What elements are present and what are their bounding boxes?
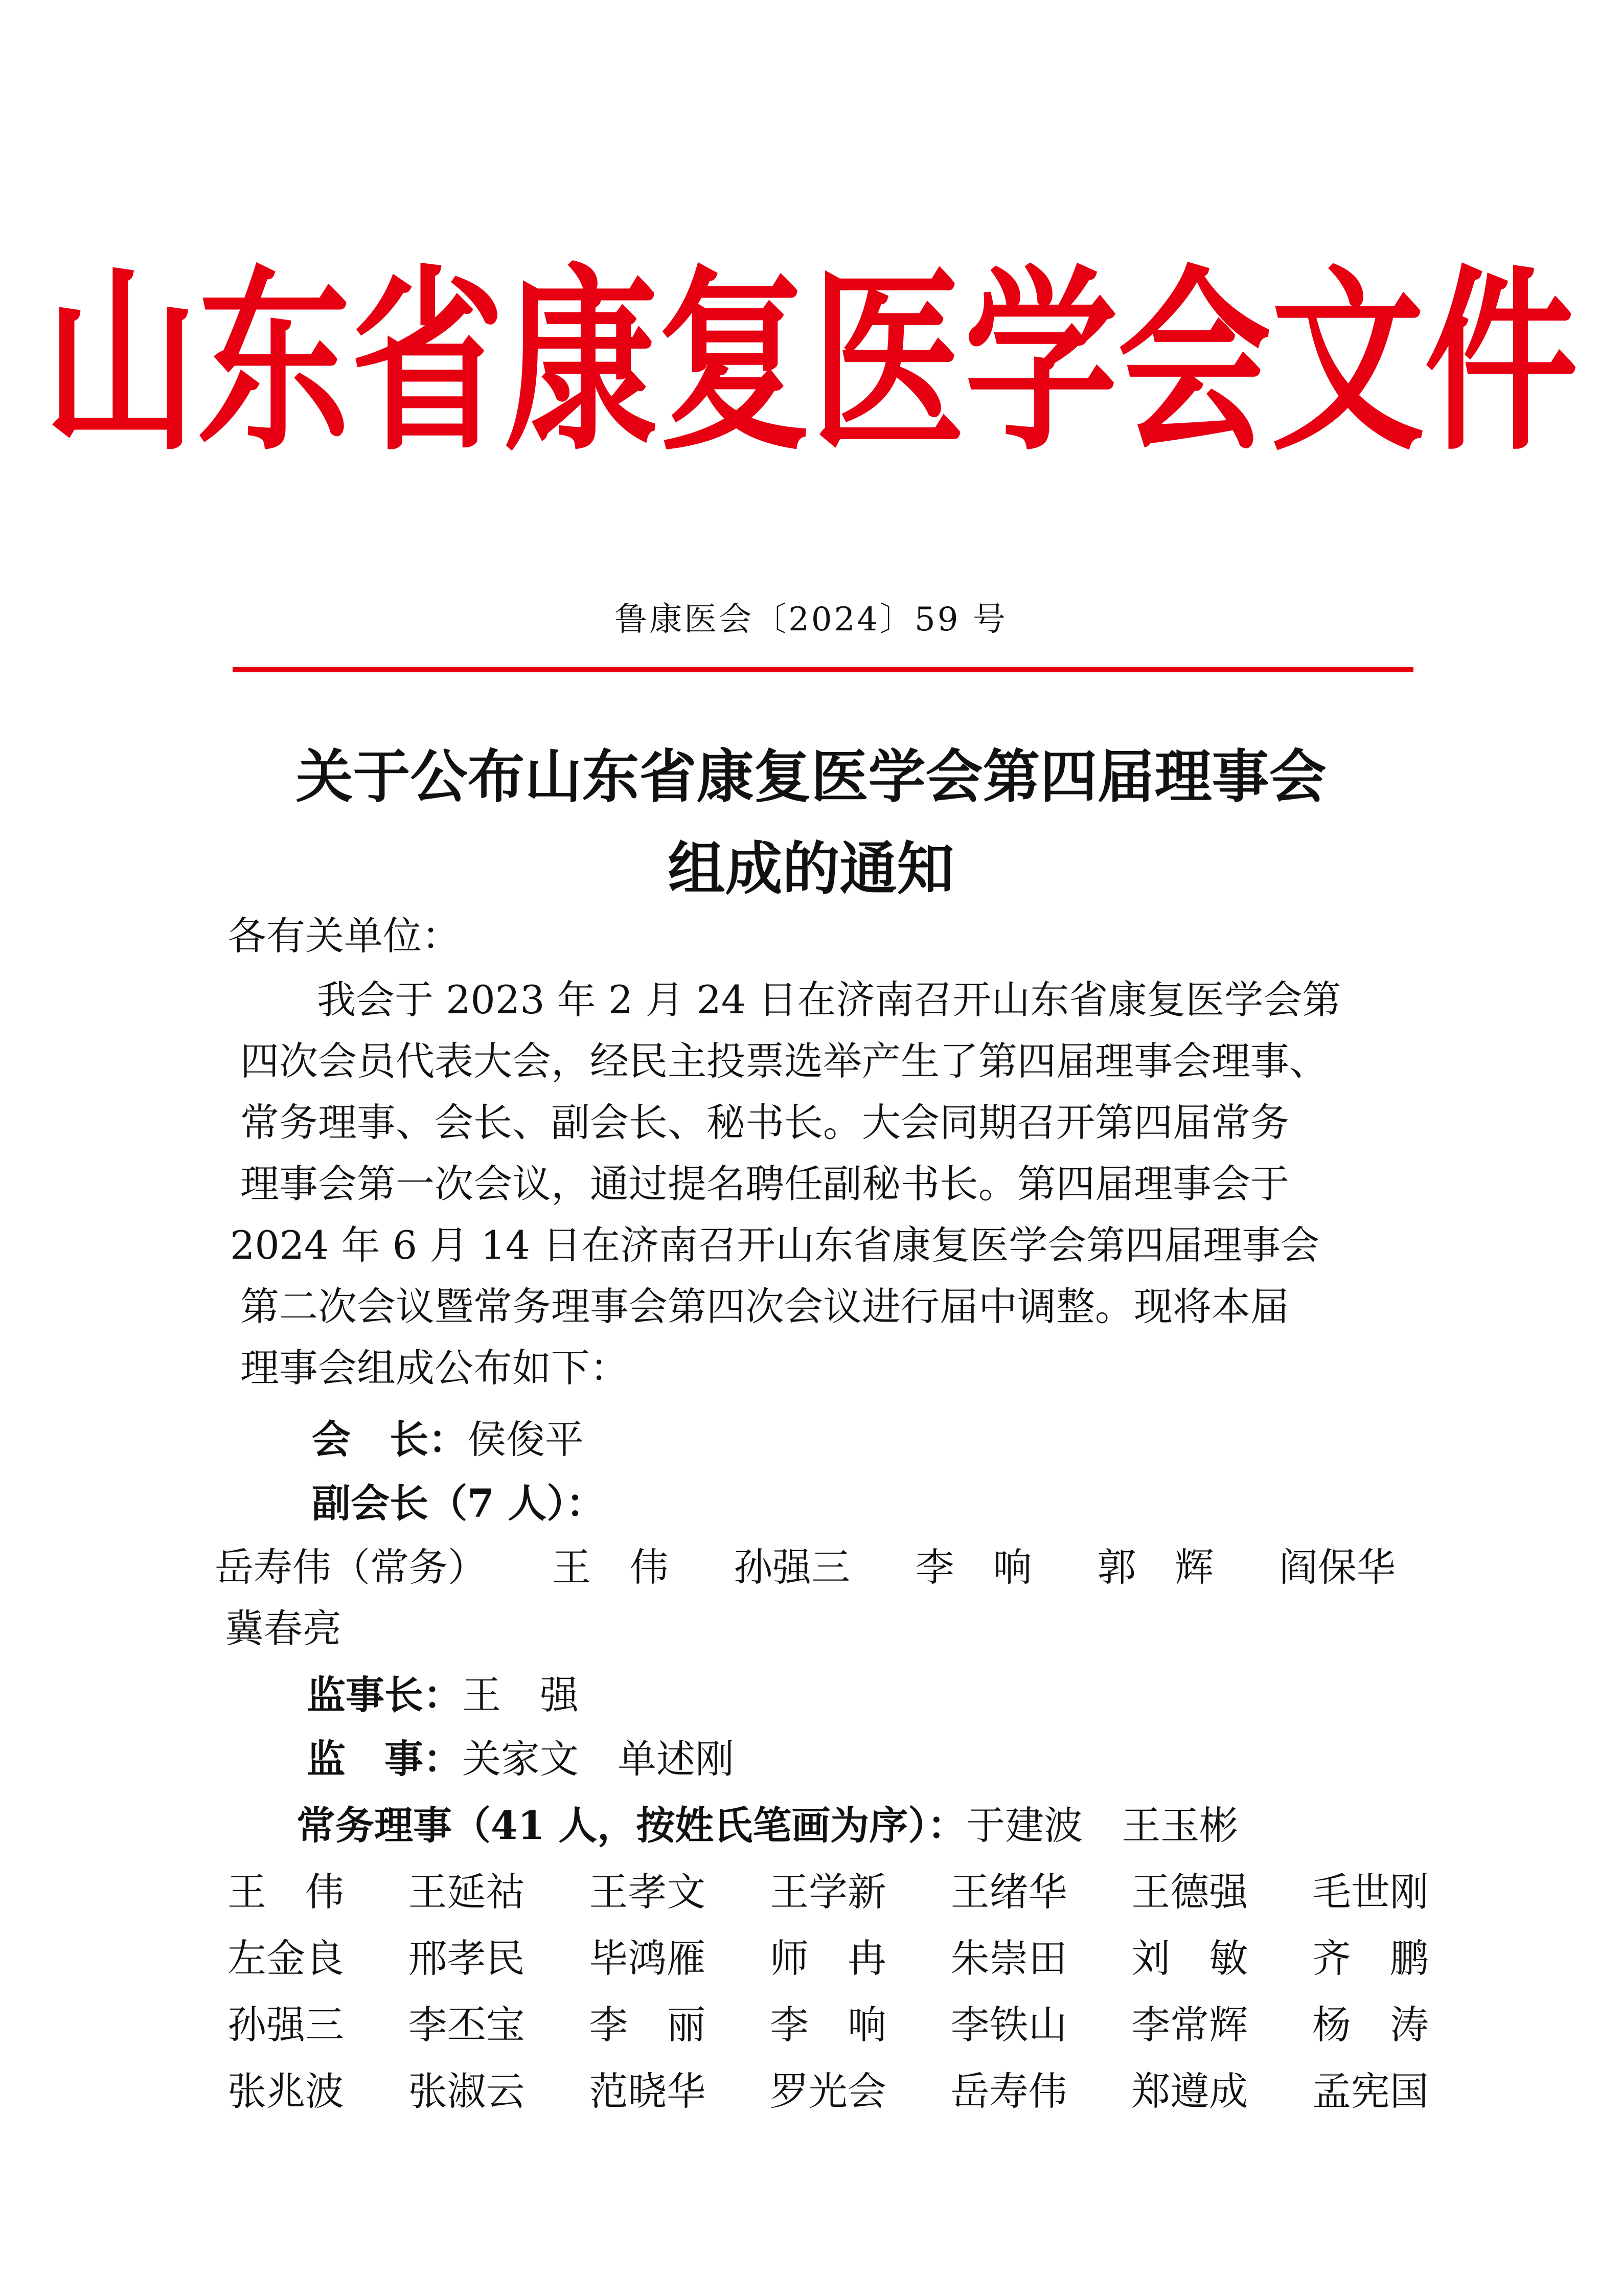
standing-directors-row-2 <box>227 1927 1429 1983</box>
director-name: 左金良 <box>227 1936 344 1981</box>
supervisors-names: 关家文 单述刚 <box>462 1736 734 1782</box>
president-name: 侯俊平 <box>467 1417 584 1462</box>
notice-title-line-1: 关于公布山东省康复医学会第四届理事会 <box>295 743 1327 810</box>
standing-directors-entry <box>296 1794 1238 1850</box>
director-name: 罗光会 <box>769 2068 886 2114</box>
director-name: 王绪华 <box>950 1869 1067 1915</box>
doc-number: 鲁康医会〔2024〕59 号 <box>614 601 1008 639</box>
standing-directors-row-3 <box>227 1994 1429 2050</box>
vice-president-name: 郭 辉 <box>1097 1544 1214 1590</box>
president-label: 会 长 <box>312 1417 428 1462</box>
vice-president-name: 阎保华 <box>1278 1544 1396 1590</box>
chief-supervisor-name: 王 强 <box>462 1672 579 1718</box>
director-name: 朱崇田 <box>950 1936 1067 1981</box>
supervisors-label: 监 事 <box>307 1736 423 1782</box>
director-name: 孙强三 <box>227 2002 344 2048</box>
director-name: 张淑云 <box>408 2068 525 2114</box>
director-name: 杨 涛 <box>1312 2002 1429 2048</box>
org-header-title: 山东省康复医学会文件 <box>44 248 1578 478</box>
president-colon: ： <box>428 1417 467 1462</box>
vice-president-label: 副会长（7 人）： <box>312 1481 605 1526</box>
director-name: 李 响 <box>769 2002 886 2048</box>
supervisors-colon: ： <box>423 1736 462 1782</box>
vice-president-row-2: 冀春亮 <box>225 1606 341 1651</box>
president-entry <box>312 1408 584 1464</box>
chief-supervisor-entry <box>307 1664 579 1720</box>
director-name: 郑遵成 <box>1131 2068 1248 2114</box>
director-name: 刘 敏 <box>1131 1936 1248 1981</box>
supervisors-entry <box>307 1728 734 1784</box>
vice-president-name: 王 伟 <box>552 1544 669 1590</box>
chief-supervisor-colon: ： <box>423 1672 462 1718</box>
director-name: 邢孝民 <box>408 1936 525 1981</box>
vice-president-name: 李 响 <box>915 1544 1032 1590</box>
body-line-3: 常务理事、会长、副会长、秘书长。大会同期召开第四届常务 <box>240 1100 1289 1145</box>
director-name: 李常辉 <box>1131 2002 1248 2048</box>
vice-president-row-1 <box>215 1536 1396 1592</box>
director-name: 李铁山 <box>950 2002 1067 2048</box>
standing-directors-first-names: 于建波 王玉彬 <box>966 1803 1239 1848</box>
director-name: 范晓华 <box>589 2068 706 2114</box>
body-line-1: 我会于 2023 年 2 月 24 日在济南召开山东省康复医学会第 <box>317 977 1341 1022</box>
vice-president-name: 岳寿伟（常务） <box>215 1544 487 1590</box>
director-name: 张兆波 <box>227 2068 344 2114</box>
director-name: 王学新 <box>769 1869 886 1915</box>
director-name: 毛世刚 <box>1312 1869 1429 1915</box>
standing-directors-row-4 <box>227 2060 1429 2116</box>
body-line-4: 理事会第一次会议，通过提名聘任副秘书长。第四届理事会于 <box>240 1161 1289 1207</box>
body-line-6: 第二次会议暨常务理事会第四次会议进行届中调整。现将本届 <box>240 1284 1289 1329</box>
director-name: 王 伟 <box>227 1869 344 1915</box>
director-name: 毕鸿雁 <box>589 1936 706 1981</box>
body-line-5: 2024 年 6 月 14 日在济南召开山东省康复医学会第四届理事会 <box>230 1222 1320 1268</box>
body-line-2: 四次会员代表大会，经民主投票选举产生了第四届理事会理事、 <box>240 1038 1328 1084</box>
director-name: 师 冉 <box>769 1936 886 1981</box>
director-name: 王孝文 <box>589 1869 706 1915</box>
director-name: 王延祜 <box>408 1869 525 1915</box>
header-red-divider <box>233 667 1413 672</box>
director-name: 李 丽 <box>589 2002 706 2048</box>
director-name: 齐 鹏 <box>1312 1936 1429 1981</box>
body-line-7: 理事会组成公布如下： <box>240 1345 629 1391</box>
notice-title-line-2: 组成的通知 <box>668 835 954 902</box>
salutation: 各有关单位： <box>227 913 461 959</box>
chief-supervisor-label: 监事长 <box>307 1672 423 1718</box>
director-name: 岳寿伟 <box>950 2068 1067 2114</box>
director-name: 李丕宝 <box>408 2002 525 2048</box>
standing-directors-row-1 <box>227 1861 1429 1917</box>
standing-directors-label: 常务理事（41 人，按姓氏笔画为序）： <box>296 1803 967 1848</box>
vice-president-name: 孙强三 <box>734 1544 851 1590</box>
director-name: 王德强 <box>1131 1869 1248 1915</box>
director-name: 孟宪国 <box>1312 2068 1429 2114</box>
